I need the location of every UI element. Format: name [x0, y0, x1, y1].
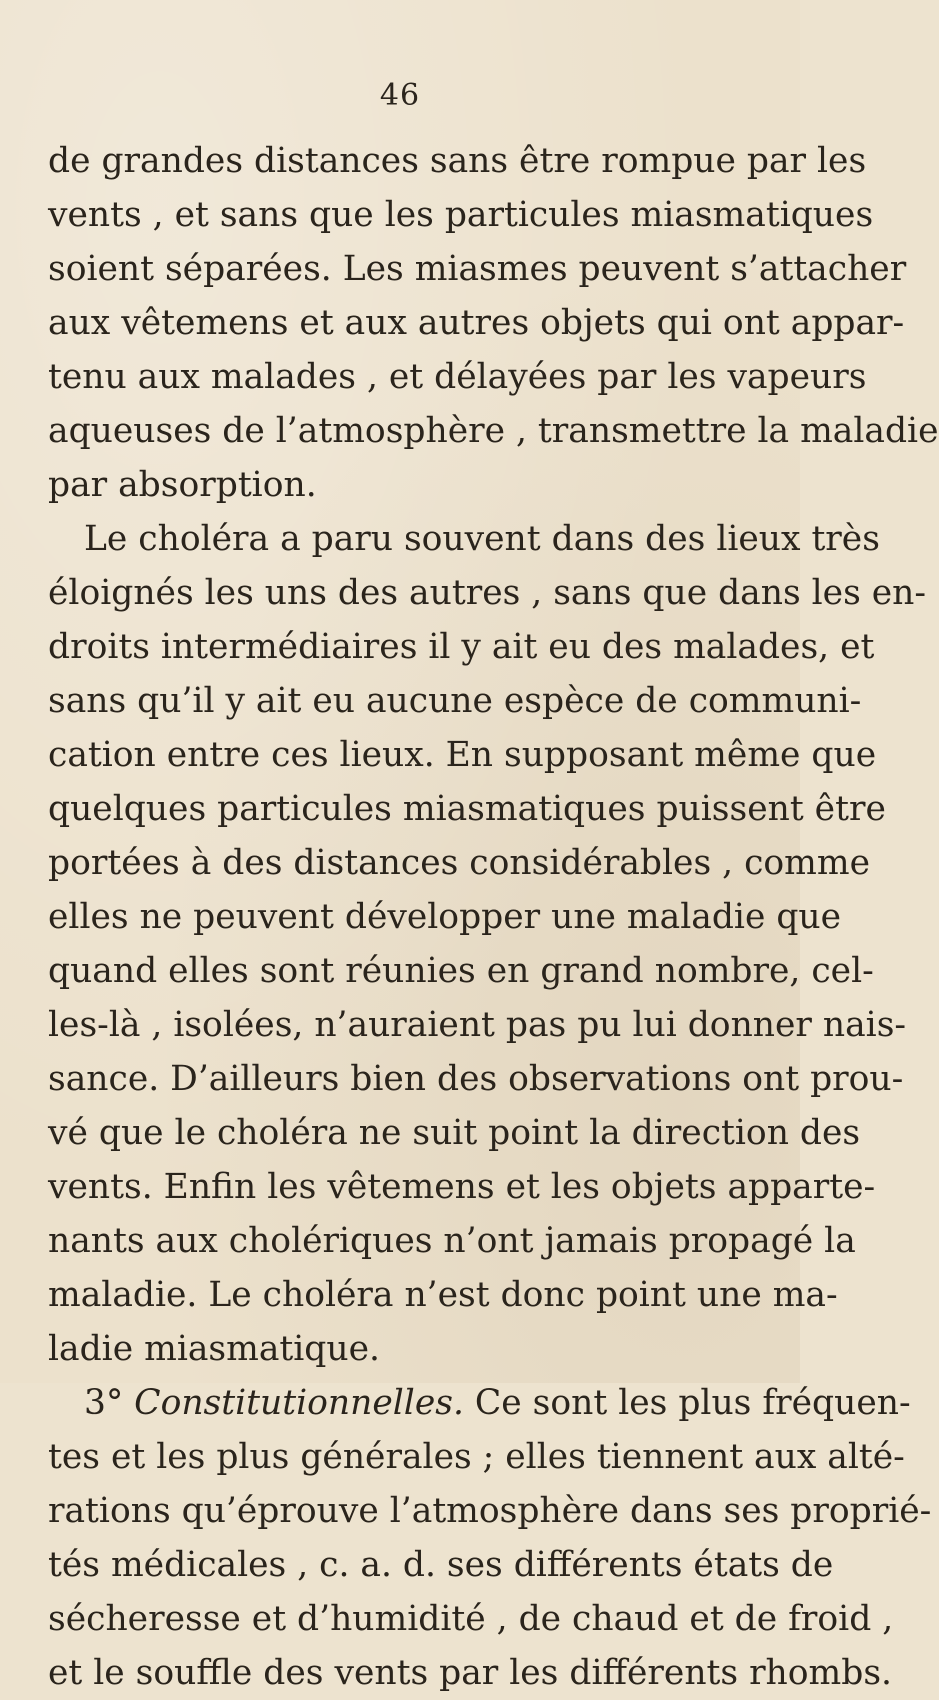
text-line: vents , et sans que les particules miasmatiques — [48, 195, 874, 235]
paragraph-end-line: ladie miasmatique. — [48, 1329, 380, 1369]
paragraph-end-line: par absorption. — [48, 465, 317, 505]
text-line: soient séparées. Les miasmes peuvent s’attacher — [48, 249, 907, 289]
text-line: portées à des distances considérables , comme — [48, 843, 871, 883]
text-line: et le souffle des vents par les différents rhombs. — [48, 1653, 893, 1693]
text-line: quand elles sont réunies en grand nombre, cel- — [48, 951, 874, 991]
section-heading-line — [48, 1376, 911, 1430]
text-line: tes et les plus générales ; elles tiennent aux alté- — [48, 1437, 905, 1477]
body-text — [48, 134, 939, 1700]
text-line: sécheresse et d’humidité , de chaud et de froid , — [48, 1599, 894, 1639]
text-line: vents. Enfin les vêtemens et les objets apparte- — [48, 1167, 876, 1207]
text-line: nants aux cholériques n’ont jamais propagé la — [48, 1221, 856, 1261]
text-line: sance. D’ailleurs bien des observations ont prou- — [48, 1059, 904, 1099]
text-line: droits intermédiaires il y ait eu des malades, et — [48, 627, 875, 667]
section-number: 3° — [84, 1383, 124, 1423]
text-line: tés médicales , c. a. d. ses différents états de — [48, 1545, 834, 1585]
text-line: rations qu’éprouve l’atmosphère dans ses proprié- — [48, 1491, 932, 1531]
text-line: sans qu’il y ait eu aucune espèce de communi- — [48, 681, 862, 721]
text-line: éloignés les uns des autres , sans que dans les en- — [48, 573, 927, 613]
text-line: vé que le choléra ne suit point la direction des — [48, 1113, 861, 1153]
text-line: cation entre ces lieux. En supposant même que — [48, 735, 877, 775]
text-line: elles ne peuvent développer une maladie que — [48, 897, 842, 937]
paragraph-start-line: Le choléra a paru souvent dans des lieux très — [84, 519, 880, 559]
page-number: 46 — [379, 78, 421, 113]
text-line: aqueuses de l’atmosphère , transmettre la maladie — [48, 411, 939, 451]
text-line: quelques particules miasmatiques puissent être — [48, 789, 886, 829]
section-heading-rest: Ce sont les plus fréquen- — [474, 1383, 911, 1423]
section-heading: Constitutionnelles. — [134, 1383, 464, 1423]
text-line: les-là , isolées, n’auraient pas pu lui donner nais- — [48, 1005, 907, 1045]
text-line: de grandes distances sans être rompue par les — [48, 141, 867, 181]
text-line: aux vêtemens et aux autres objets qui ont appar- — [48, 303, 905, 343]
text-line: maladie. Le choléra n’est donc point une ma- — [48, 1275, 838, 1315]
text-line: tenu aux malades , et délayées par les vapeurs — [48, 357, 867, 397]
